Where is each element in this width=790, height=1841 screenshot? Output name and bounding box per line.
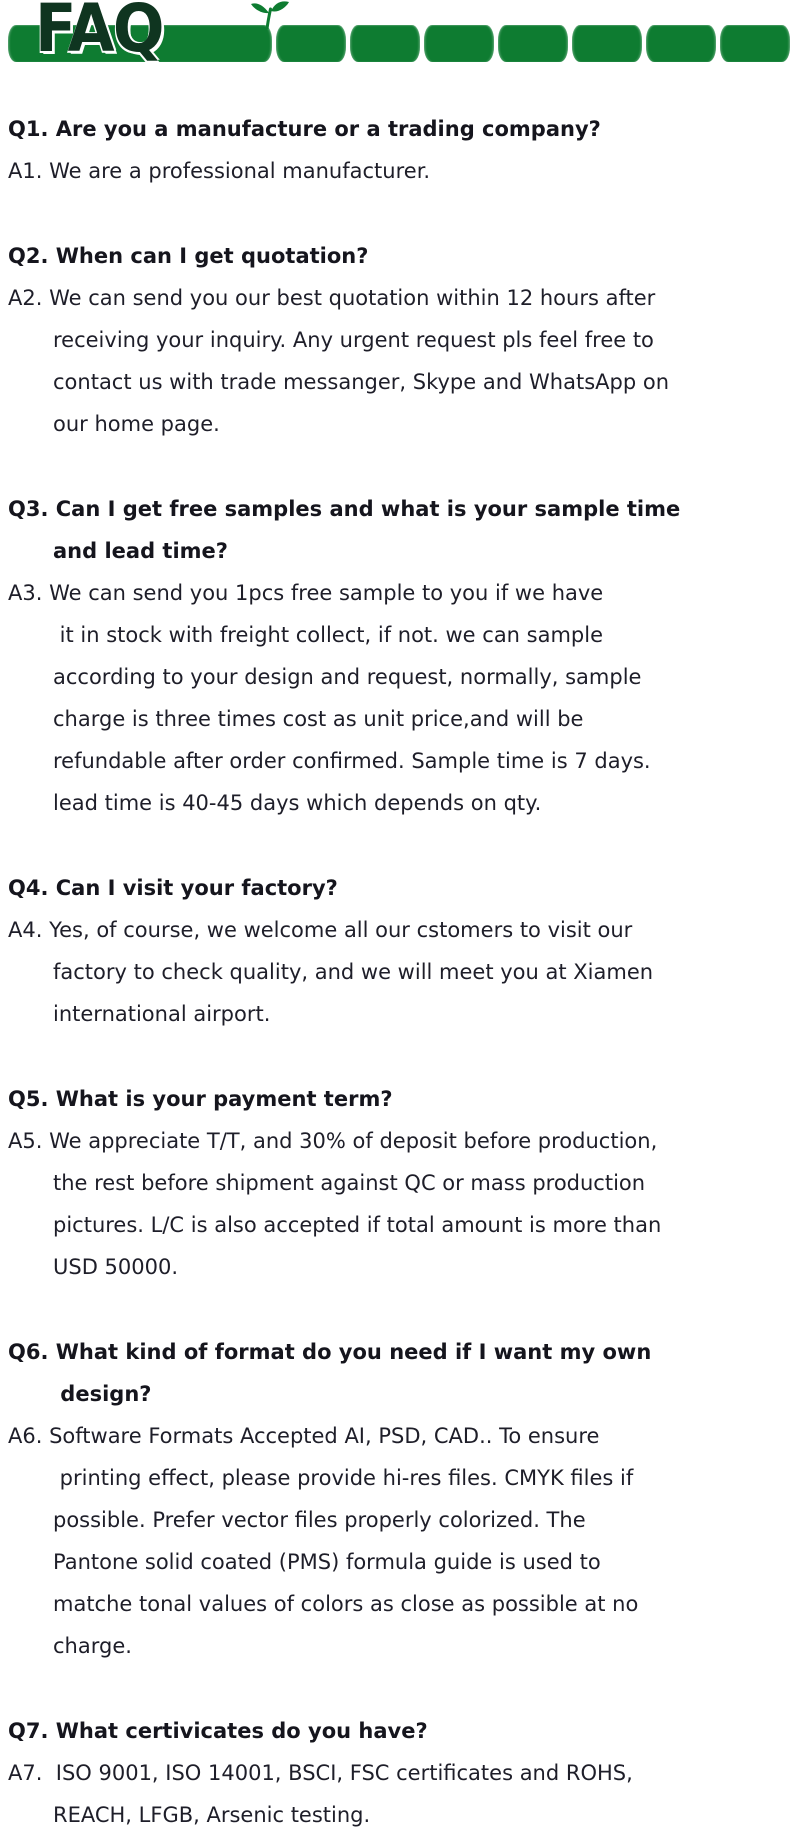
faq-answer-line: receiving your inquiry. Any urgent request pls feel free to <box>53 328 654 352</box>
bamboo-segment <box>646 25 716 62</box>
faq-header <box>0 0 790 67</box>
faq-list <box>8 108 782 1836</box>
bamboo-segment <box>276 25 346 62</box>
faq-item <box>8 867 782 1035</box>
faq-answer-line: A2. We can send you our best quotation within 12 hours after <box>8 286 656 310</box>
faq-answer-line: pictures. L/C is also accepted if total amount is more than <box>53 1213 662 1237</box>
faq-answer-line: REACH, LFGB, Arsenic testing. <box>53 1803 371 1827</box>
faq-answer-line: printing effect, please provide hi-res files. CMYK files if <box>53 1466 634 1490</box>
bamboo-segment <box>350 25 420 62</box>
faq-answer-line: Pantone solid coated (PMS) formula guide is used to <box>53 1550 601 1574</box>
faq-item <box>8 1710 782 1836</box>
faq-item <box>8 108 782 192</box>
bamboo-segment <box>498 25 568 62</box>
faq-item <box>8 488 782 824</box>
faq-answer-line: international airport. <box>53 1002 271 1026</box>
faq-answer-line: contact us with trade messanger, Skype and WhatsApp on <box>53 370 670 394</box>
bamboo-segment <box>424 25 494 62</box>
faq-answer-line: charge. <box>53 1634 132 1658</box>
faq-item <box>8 1331 782 1667</box>
bamboo-segment <box>572 25 642 62</box>
faq-answer-line: A6. Software Formats Accepted AI, PSD, CAD.. To ensure <box>8 1424 600 1448</box>
faq-question-line: and lead time? <box>53 539 228 563</box>
faq-answer-line: the rest before shipment against QC or mass production <box>53 1171 646 1195</box>
faq-answer-line: possible. Prefer vector files properly colorized. The <box>53 1508 586 1532</box>
faq-answer-line: charge is three times cost as unit price,and will be <box>53 707 584 731</box>
faq-item <box>8 235 782 445</box>
faq-answer-line: lead time is 40-45 days which depends on qty. <box>53 791 542 815</box>
faq-question-line: Q3. Can I get free samples and what is your sample time <box>8 497 681 521</box>
faq-answer-line: A5. We appreciate T/T, and 30% of deposit before production, <box>8 1129 658 1153</box>
faq-question-line: Q6. What kind of format do you need if I want my own <box>8 1340 652 1364</box>
faq-answer-line: factory to check quality, and we will meet you at Xiamen <box>53 960 654 984</box>
faq-question-line: design? <box>53 1382 152 1406</box>
faq-answer-line: A4. Yes, of course, we welcome all our cstomers to visit our <box>8 918 633 942</box>
faq-answer-line: according to your design and request, normally, sample <box>53 665 642 689</box>
faq-answer-line: A7. ISO 9001, ISO 14001, BSCI, FSC certificates and ROHS, <box>8 1761 633 1785</box>
faq-answer-line: A1. We are a professional manufacturer. <box>8 159 431 183</box>
bamboo-segment <box>720 25 790 62</box>
faq-answer-line: matche tonal values of colors as close as possible at no <box>53 1592 639 1616</box>
faq-question-line: Q2. When can I get quotation? <box>8 244 369 268</box>
faq-question-line: Q5. What is your payment term? <box>8 1087 393 1111</box>
faq-question-line: Q7. What certivicates do you have? <box>8 1719 428 1743</box>
bamboo-leaf-icon <box>247 1 293 29</box>
page-title: FAQ <box>35 0 163 67</box>
faq-answer-line: our home page. <box>53 412 220 436</box>
faq-answer-line: refundable after order confirmed. Sample time is 7 days. <box>53 749 651 773</box>
faq-answer-line: it in stock with freight collect, if not. we can sample <box>53 623 604 647</box>
faq-question-line: Q1. Are you a manufacture or a trading company? <box>8 117 601 141</box>
faq-item <box>8 1078 782 1288</box>
faq-question-line: Q4. Can I visit your factory? <box>8 876 338 900</box>
faq-answer-line: A3. We can send you 1pcs free sample to you if we have <box>8 581 604 605</box>
faq-answer-line: USD 50000. <box>53 1255 179 1279</box>
